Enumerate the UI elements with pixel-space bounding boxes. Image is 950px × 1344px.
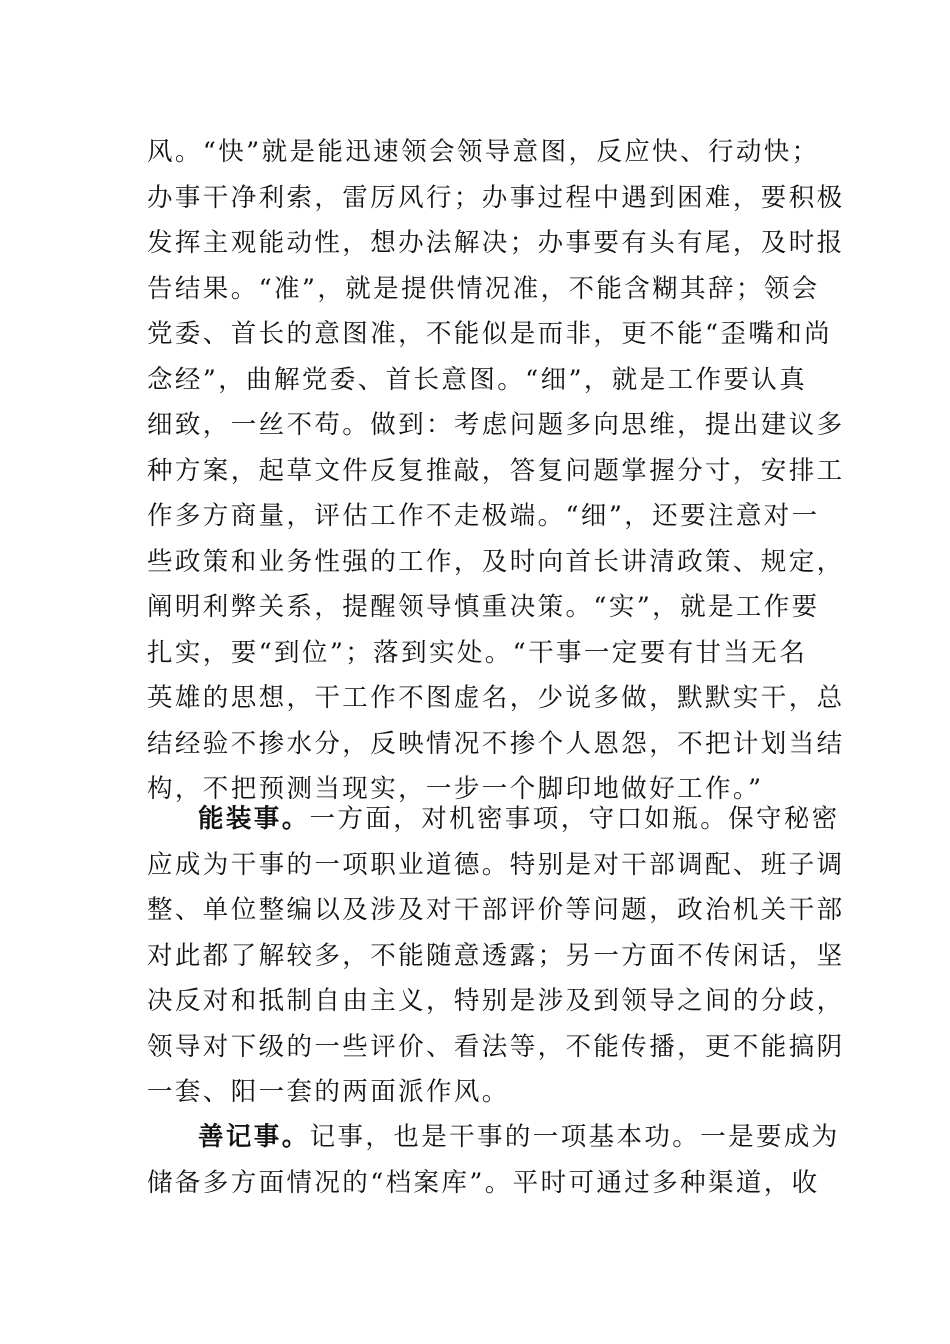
text-line: [147, 797, 840, 843]
text-line: 构，不把预测当现实，一步一个脚印地做好工作。”: [147, 774, 764, 804]
section-heading: 善记事。: [198, 1122, 310, 1152]
text-line: 应成为干事的一项职业道德。特别是对干部调配、班子调: [147, 849, 845, 880]
text-line: 一套、阳一套的两面派作风。: [147, 1077, 510, 1107]
text-line: 领导对下级的一些评价、看法等，不能传播，更不能搞阴: [147, 1031, 845, 1062]
text-line: 发挥主观能动性，想办法解决；办事要有头有尾，及时报: [147, 228, 845, 258]
text-line: 英雄的思想，干工作不图虚名，少说多做，默默实干，总: [147, 683, 845, 713]
text-run: 记事，也是干事的一项基本功。一是要成为: [309, 1122, 840, 1152]
text-line: 阐明利弊关系，提醒领导慎重决策。“实”，就是工作要: [147, 592, 820, 622]
text-line: 作多方商量，评估工作不走极端。“细”，还要注意对一: [147, 501, 820, 531]
text-line: 念经”，曲解党委、首长意图。“细”，就是工作要认真: [147, 364, 808, 395]
paragraph-keep-secrets: [147, 797, 845, 1116]
text-line: 党委、首长的意图准，不能似是而非，更不能“歪嘴和尚: [147, 319, 833, 349]
paragraph-work-style: [147, 130, 845, 813]
text-line: [147, 1115, 840, 1161]
text-line: 办事干净利索，雷厉风行；办事过程中遇到困难，要积极: [147, 182, 845, 213]
text-line: 些政策和业务性强的工作，及时向首长讲清政策、规定，: [147, 546, 845, 577]
text-run: 一方面，对机密事项，守口如瓶。保守秘密: [309, 804, 840, 834]
section-heading: 能装事。: [198, 804, 310, 834]
text-line: 细致，一丝不苟。做到：考虑问题多向思维，提出建议多: [147, 410, 845, 440]
text-line: 储备多方面情况的“档案库”。平时可通过多种渠道，收: [147, 1167, 820, 1198]
text-line: 风。“快”就是能迅速领会领导意图，反应快、行动快；: [147, 137, 820, 167]
text-line: 种方案，起草文件反复推敲，答复问题掌握分寸，安排工: [147, 455, 845, 486]
text-line: 整、单位整编以及涉及对干部评价等问题，政治机关干部: [147, 895, 845, 925]
text-line: 对此都了解较多，不能随意透露；另一方面不传闲话，坚: [147, 940, 845, 971]
text-line: 结经验不掺水分，反映情况不掺个人恩怨，不把计划当结: [147, 728, 845, 759]
text-line: 决反对和抵制自由主义，特别是涉及到领导之间的分歧，: [147, 986, 845, 1016]
text-line: 告结果。“准”，就是提供情况准，不能含糊其辞；领会: [147, 273, 820, 304]
paragraph-record-keeping: [147, 1115, 840, 1206]
text-line: 扎实，要“到位”；落到实处。“干事一定要有甘当无名: [147, 637, 808, 668]
